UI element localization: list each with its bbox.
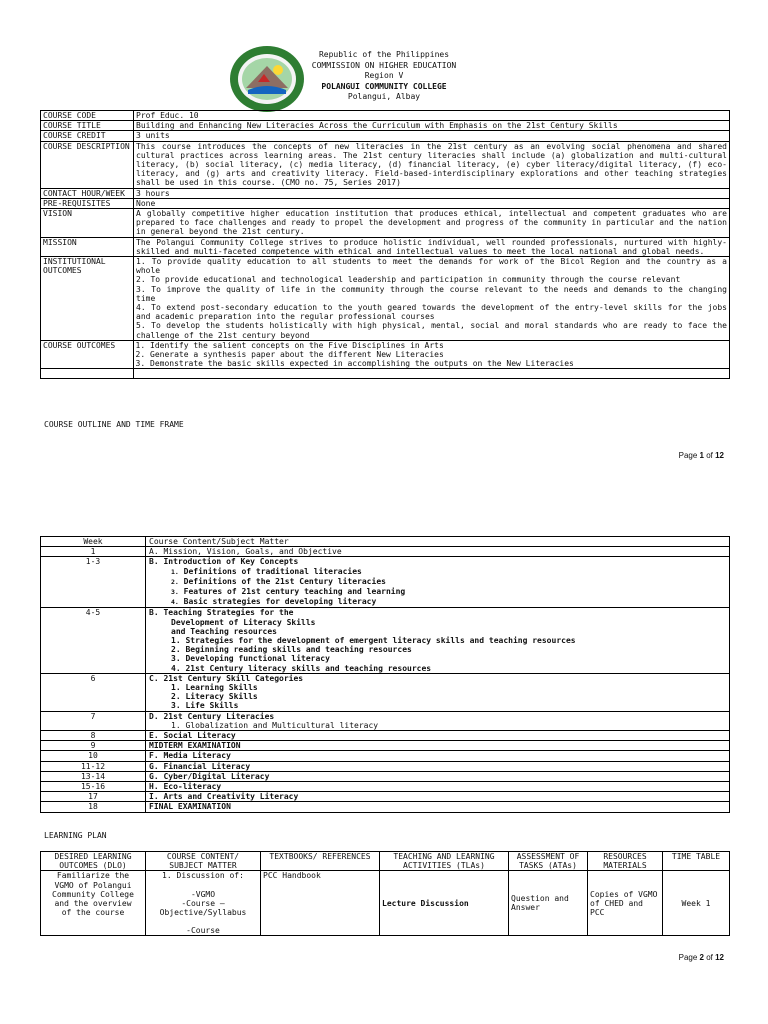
dlo-cell: Familiarize the VGMO of Polangui Community College and the overview of the course [41, 871, 146, 936]
course-credit-value: 3 units [134, 131, 730, 141]
page-number-1 [679, 451, 724, 460]
institutional-outcome-4: 4. To extend post-secondary education to the youth geared towards the development of the entry-level skills for the jobs and academic preparation into the regular professional courses [136, 303, 727, 322]
outline-row [41, 761, 730, 771]
prerequisites-value: None [134, 198, 730, 208]
header-location: Polangui, Albay [347, 92, 421, 101]
course-description-value: This course introduces the concepts of new literacies in the 21st century as an evolving social phenomena and shared cultural practices across learning areas. The 21st century literacies shall include (a) globalization and multi-cultural literacy, (b) social literacy, (c) media literacy, (d) financial literacy, (e) cyber literacy/digital literacy, (f) eco-literacy, and (g) arts and creativity literacy. Field-based-interdisciplinary explorations and other teaching strategies shall be used in this course. (CMO no. 75, Series 2017) [134, 141, 730, 188]
week-cell: 17 [41, 792, 146, 802]
header-commission: COMMISSION ON HIGHER EDUCATION [311, 60, 457, 70]
content-line: -Course –Objective/Syllabus [159, 898, 247, 918]
page-total: 12 [715, 451, 724, 460]
content-cell: H. Eco-literacy [146, 782, 730, 792]
row-course-description [41, 141, 730, 188]
course-title-value: Building and Enhancing New Literacies Across the Curriculum with Emphasis on the 21st Century Skills [134, 121, 730, 131]
week-cell: 9 [41, 741, 146, 751]
institutional-outcomes-value [134, 257, 730, 341]
topic-heading: B. Teaching Strategies for the [149, 608, 294, 618]
contact-hours-label: CONTACT HOUR/WEEK [41, 188, 134, 198]
subtopic: 3. Life Skills [171, 701, 239, 711]
outline-row [41, 771, 730, 781]
header-dlo: DESIRED LEARNING OUTCOMES (DLO) [41, 852, 146, 871]
content-cell: G. Financial Literacy [146, 761, 730, 771]
week-cell: 18 [41, 802, 146, 812]
course-description-label: COURSE DESCRIPTION [41, 141, 134, 188]
outline-row [41, 557, 730, 608]
header-content: Course Content/Subject Matter [146, 537, 730, 547]
week-cell: 15-16 [41, 782, 146, 792]
page-prefix: Page [678, 953, 700, 962]
subtopic: 3. Features of 21st century teaching and learning [171, 587, 406, 597]
institutional-outcome-3: 3. To improve the quality of life in the community through the course relevant to the needs and demands to the changing time [136, 284, 727, 303]
content-line: 1. Discussion of: [162, 871, 244, 881]
vision-label: VISION [41, 209, 134, 238]
contact-hours-value: 3 hours [134, 188, 730, 198]
outline-row [41, 711, 730, 730]
row-institutional-outcomes [41, 257, 730, 341]
subtopic: 2. Definitions of the 21st Century literacies [171, 576, 386, 586]
course-credit-label: COURSE CREDIT [41, 131, 134, 141]
tlas-cell: Lecture Discussion [380, 871, 509, 936]
subtopic: 4. Basic strategies for developing literacy [171, 597, 377, 607]
course-info-table [40, 110, 730, 379]
header-textbooks: TEXTBOOKS/ REFERENCES [261, 852, 380, 871]
page-total: 12 [715, 953, 724, 962]
content-cell [146, 608, 730, 673]
week-cell: 7 [41, 711, 146, 730]
header-region: Region V [364, 71, 404, 80]
section-title-course-outline: COURSE OUTLINE AND TIME FRAME [44, 420, 184, 429]
institutional-outcome-2: 2. To provide educational and technological leadership and participation in community through the course relevant [136, 275, 681, 285]
week-cell: 11-12 [41, 761, 146, 771]
outline-row [41, 792, 730, 802]
header-tlas: TEACHING AND LEARNING ACTIVITIES (TLAs) [380, 852, 509, 871]
mission-value: The Polangui Community College strives to produce holistic individual, well rounded professionals, nurtured with highly-skilled and multi-faceted competence with ethical and intellectual values to meet the local national and global needs. [134, 237, 730, 256]
row-prerequisites [41, 198, 730, 208]
row-course-title [41, 121, 730, 131]
plan-header-row [41, 852, 730, 871]
outline-row [41, 608, 730, 673]
college-seal-logo [228, 44, 306, 114]
content-cell: MIDTERM EXAMINATION [146, 741, 730, 751]
course-outcomes-label: COURSE OUTCOMES [41, 340, 134, 369]
row-mission [41, 237, 730, 256]
topic-heading: D. 21st Century Literacies [149, 711, 275, 721]
subtopic: 2. Beginning reading skills and teaching resources [171, 645, 412, 655]
topic-heading: C. 21st Century Skill Categories [149, 673, 304, 683]
content-cell [146, 557, 730, 608]
header-week: Week [41, 537, 146, 547]
course-outcome-3: 3. Demonstrate the basic skills expected in accomplishing the outputs on the New Literacies [150, 359, 727, 368]
content-cell: F. Media Literacy [146, 751, 730, 761]
vision-value: A globally competitive higher education institution that produces ethical, intellectual and competent graduates who are prepared to face challenges and ready to propel the development and progress of the community in particular and the nation in general beyond the 21st century. [134, 209, 730, 238]
course-outline-table [40, 536, 730, 813]
empty-cell [41, 369, 134, 379]
content-cell [146, 871, 261, 936]
mission-label: MISSION [41, 237, 134, 256]
topic-heading-cont: Development of Literacy Skills [171, 617, 316, 627]
course-outcome-2: 2. Generate a synthesis paper about the different New Literacies [150, 350, 727, 359]
subtopic: 4. 21st Century literacy skills and teaching resources [171, 663, 432, 673]
learning-plan-table [40, 851, 730, 936]
header-republic: Republic of the Philippines [318, 50, 450, 59]
content-cell: A. Mission, Vision, Goals, and Objective [146, 547, 730, 557]
week-cell: 6 [41, 673, 146, 711]
topic-heading: B. Introduction of Key Concepts [149, 557, 299, 567]
header-college: POLANGUI COMMUNITY COLLEGE [321, 81, 447, 91]
prerequisites-label: PRE-REQUISITES [41, 198, 134, 208]
outline-row [41, 673, 730, 711]
institutional-outcomes-label: INSTITUTIONAL OUTCOMES [41, 257, 134, 341]
page-number-2 [679, 953, 724, 962]
institutional-outcome-1: 1. To provide quality education to all students to meet the demands for work of the Bicol Region and the country as a whole [136, 257, 727, 276]
course-code-value: Prof Educ. 10 [134, 111, 730, 121]
empty-cell [134, 369, 730, 379]
atas-cell: Question and Answer [509, 871, 588, 936]
subtopic: 2. Literacy Skills [171, 692, 258, 702]
page-prefix: Page [678, 451, 700, 460]
week-cell: 13-14 [41, 771, 146, 781]
timetable-cell: Week 1 [663, 871, 730, 936]
resources-cell: Copies of VGMO of CHED and PCC [588, 871, 663, 936]
page-of: of [703, 953, 716, 962]
institutional-outcome-5: 5. To develop the students holistically with high physical, mental, social and moral standards who are ready to face the challenge of the 21st century beyond [136, 321, 727, 340]
week-cell: 1-3 [41, 557, 146, 608]
course-code-label: COURSE CODE [41, 111, 134, 121]
topic-heading-cont: and Teaching resources [171, 626, 277, 636]
subtopic: 1. Learning Skills [171, 683, 258, 693]
row-course-code [41, 111, 730, 121]
row-contact-hours [41, 188, 730, 198]
course-outcome-1: 1. Identify the salient concepts on the Five Disciplines in Arts [150, 341, 727, 350]
week-cell: 10 [41, 751, 146, 761]
outline-row [41, 802, 730, 812]
week-cell: 8 [41, 731, 146, 741]
textbooks-cell: PCC Handbook [261, 871, 380, 936]
row-empty [41, 369, 730, 379]
header-content: COURSE CONTENT/ SUBJECT MATTER [146, 852, 261, 871]
content-cell [146, 673, 730, 711]
page-of: of [703, 451, 716, 460]
outline-row [41, 751, 730, 761]
plan-row [41, 871, 730, 936]
outline-row [41, 547, 730, 557]
row-course-credit [41, 131, 730, 141]
week-cell: 4-5 [41, 608, 146, 673]
outline-header-row [41, 537, 730, 547]
row-vision [41, 209, 730, 238]
page-num: 1 [699, 451, 704, 460]
course-title-label: COURSE TITLE [41, 121, 134, 131]
content-cell: G. Cyber/Digital Literacy [146, 771, 730, 781]
header-atas: ASSESSMENT OF TASKS (ATAs) [509, 852, 588, 871]
content-cell: FINAL EXAMINATION [146, 802, 730, 812]
outline-row [41, 741, 730, 751]
content-cell [146, 711, 730, 730]
subtopic: 1. Strategies for the development of emergent literacy skills and teaching resources [171, 636, 576, 646]
course-outcomes-value [134, 340, 730, 369]
section-title-learning-plan: LEARNING PLAN [44, 831, 107, 840]
page-num: 2 [699, 953, 704, 962]
outline-row [41, 731, 730, 741]
content-line: -VGMO [190, 889, 216, 899]
content-line: -Course [186, 926, 220, 936]
content-cell: E. Social Literacy [146, 731, 730, 741]
week-cell: 1 [41, 547, 146, 557]
header-timetable: TIME TABLE [663, 852, 730, 871]
row-course-outcomes [41, 340, 730, 369]
subtopic: 1. Definitions of traditional literacies [171, 566, 362, 576]
subtopic: 3. Developing functional literacy [171, 654, 330, 664]
outline-row [41, 782, 730, 792]
header-resources: RESOURCES MATERIALS [588, 852, 663, 871]
content-cell: I. Arts and Creativity Literacy [146, 792, 730, 802]
document-header [300, 50, 468, 103]
subtopic: 1. Globalization and Multicultural literacy [171, 720, 379, 730]
